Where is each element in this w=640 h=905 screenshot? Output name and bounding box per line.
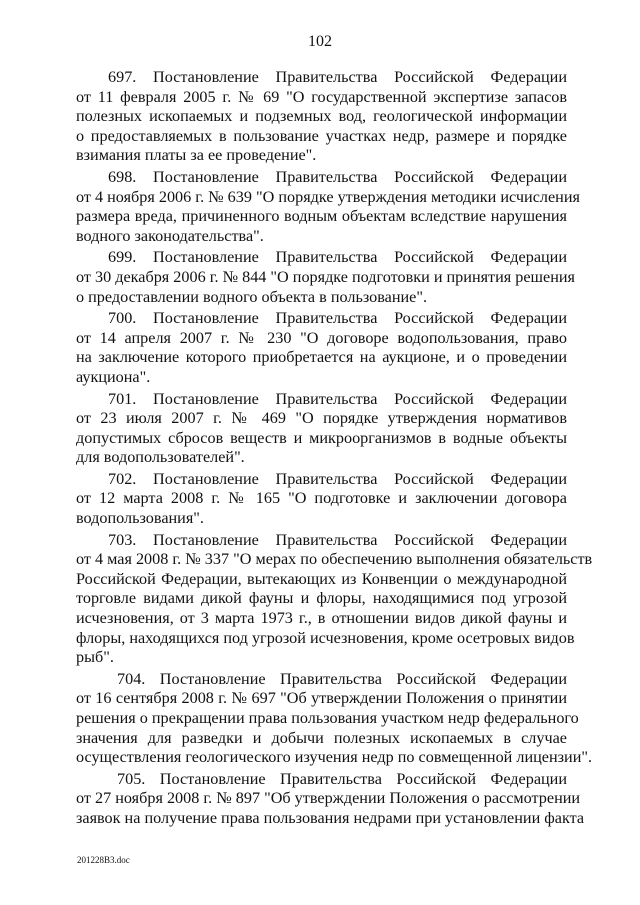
entry-heading-line: 699. Постановление Правительства Российской Федерации [108, 248, 567, 267]
entry-text-line: от 27 ноября 2008 г. № 897 "Об утверждении Положения о рассмотрении [76, 789, 581, 808]
entry-text-line: о предоставлении водного объекта в пользование". [76, 287, 428, 306]
entry-text-line: допустимых сбросов веществ и микроорганизмов в водные объекты [76, 428, 567, 447]
entry-heading-line: 698. Постановление Правительства Российской Федерации [108, 167, 567, 186]
resolution-entry [76, 167, 580, 246]
page-number: 102 [308, 33, 332, 50]
entry-heading-line: 702. Постановление Правительства Российской Федерации [108, 469, 567, 488]
entry-heading-line: 704. Постановление Правительства Российской Федерации [117, 669, 567, 688]
entry-text-line: взимания платы за ее проведение". [76, 146, 317, 165]
entry-text-line: значения для разведки и добычи полезных ископаемых в случае [76, 728, 567, 747]
entry-text-line: осуществления геологического изучения недр по совмещенной лицензии". [76, 748, 593, 767]
entry-heading-line: 705. Постановление Правительства Российской Федерации [117, 769, 567, 788]
entry-text-line: от 11 февраля 2005 г. № 69 "О государственной экспертизе запасов [76, 87, 567, 106]
resolution-entry [76, 669, 593, 768]
entry-text-line: заявок на получение права пользования недрами при установлении факта [76, 808, 585, 827]
entry-text-line: исчезновения, от 3 марта 1973 г., в отношении видов дикой фауны и [76, 609, 567, 628]
resolution-entry [76, 470, 567, 529]
resolution-entry [76, 248, 575, 307]
resolution-entry [76, 769, 585, 829]
entry-text-line: от 16 сентября 2008 г. № 697 "Об утверждении Положения о принятии [76, 689, 567, 708]
entry-text-line: от 4 ноября 2006 г. № 639 "О порядке утверждения методики исчисления [76, 187, 580, 206]
entry-text-line: для водопользователей". [76, 448, 245, 467]
entry-text-line: решения о прекращении права пользования участком недр федерального [76, 709, 579, 727]
entry-text-line: от 12 марта 2008 г. № 165 "О подготовке и заключении договора [76, 489, 567, 508]
entry-text-line: водопользования". [76, 509, 204, 528]
entry-text-line: на заключение которого приобретается на аукционе, и о проведении [76, 348, 567, 367]
entry-heading-line: 697. Постановление Правительства Российской Федерации [108, 68, 567, 86]
resolution-entry [76, 68, 567, 166]
document-body [76, 68, 593, 831]
entry-heading-line: 700. Постановление Правительства Российской Федерации [108, 309, 567, 328]
entry-text-line: полезных ископаемых и подземных вод, геологической информации [76, 107, 567, 126]
resolution-entry [76, 390, 567, 468]
resolution-entry [76, 530, 593, 668]
entry-text-line: о предоставляемых в пользование участках недр, размере и порядке [76, 126, 567, 145]
entry-heading-line: 703. Постановление Правительства Российской Федерации [108, 530, 567, 549]
entry-text-line: Российской Федерации, вытекающих из Конвенции о международной [76, 569, 567, 588]
entry-text-line: водного законодательства". [76, 226, 264, 245]
entry-text-line: от 23 июля 2007 г. № 469 "О порядке утверждения нормативов [76, 409, 567, 428]
entry-text-line: аукциона". [76, 367, 151, 386]
entry-text-line: торговле видами дикой фауны и флоры, находящимися под угрозой [76, 589, 567, 608]
entry-text-line: от 30 декабря 2006 г. № 844 "О порядке подготовки и принятия решения [76, 267, 575, 286]
entry-text-line: от 4 мая 2008 г. № 337 "О мерах по обеспечению выполнения обязательств [76, 550, 593, 569]
entry-text-line: от 14 апреля 2007 г. № 230 "О договоре водопользования, право [76, 328, 567, 347]
resolution-entry [76, 309, 567, 387]
entry-heading-line: 701. Постановление Правительства Российской Федерации [108, 389, 567, 408]
entry-text-line: флоры, находящихся под угрозой исчезновения, кроме осетровых видов [76, 628, 575, 647]
footer-file-name: 201228B3.doc [77, 855, 130, 865]
entry-text-line: размера вреда, причиненного водным объектам вследствие нарушения [76, 207, 567, 226]
entry-text-line: рыб". [76, 648, 114, 667]
